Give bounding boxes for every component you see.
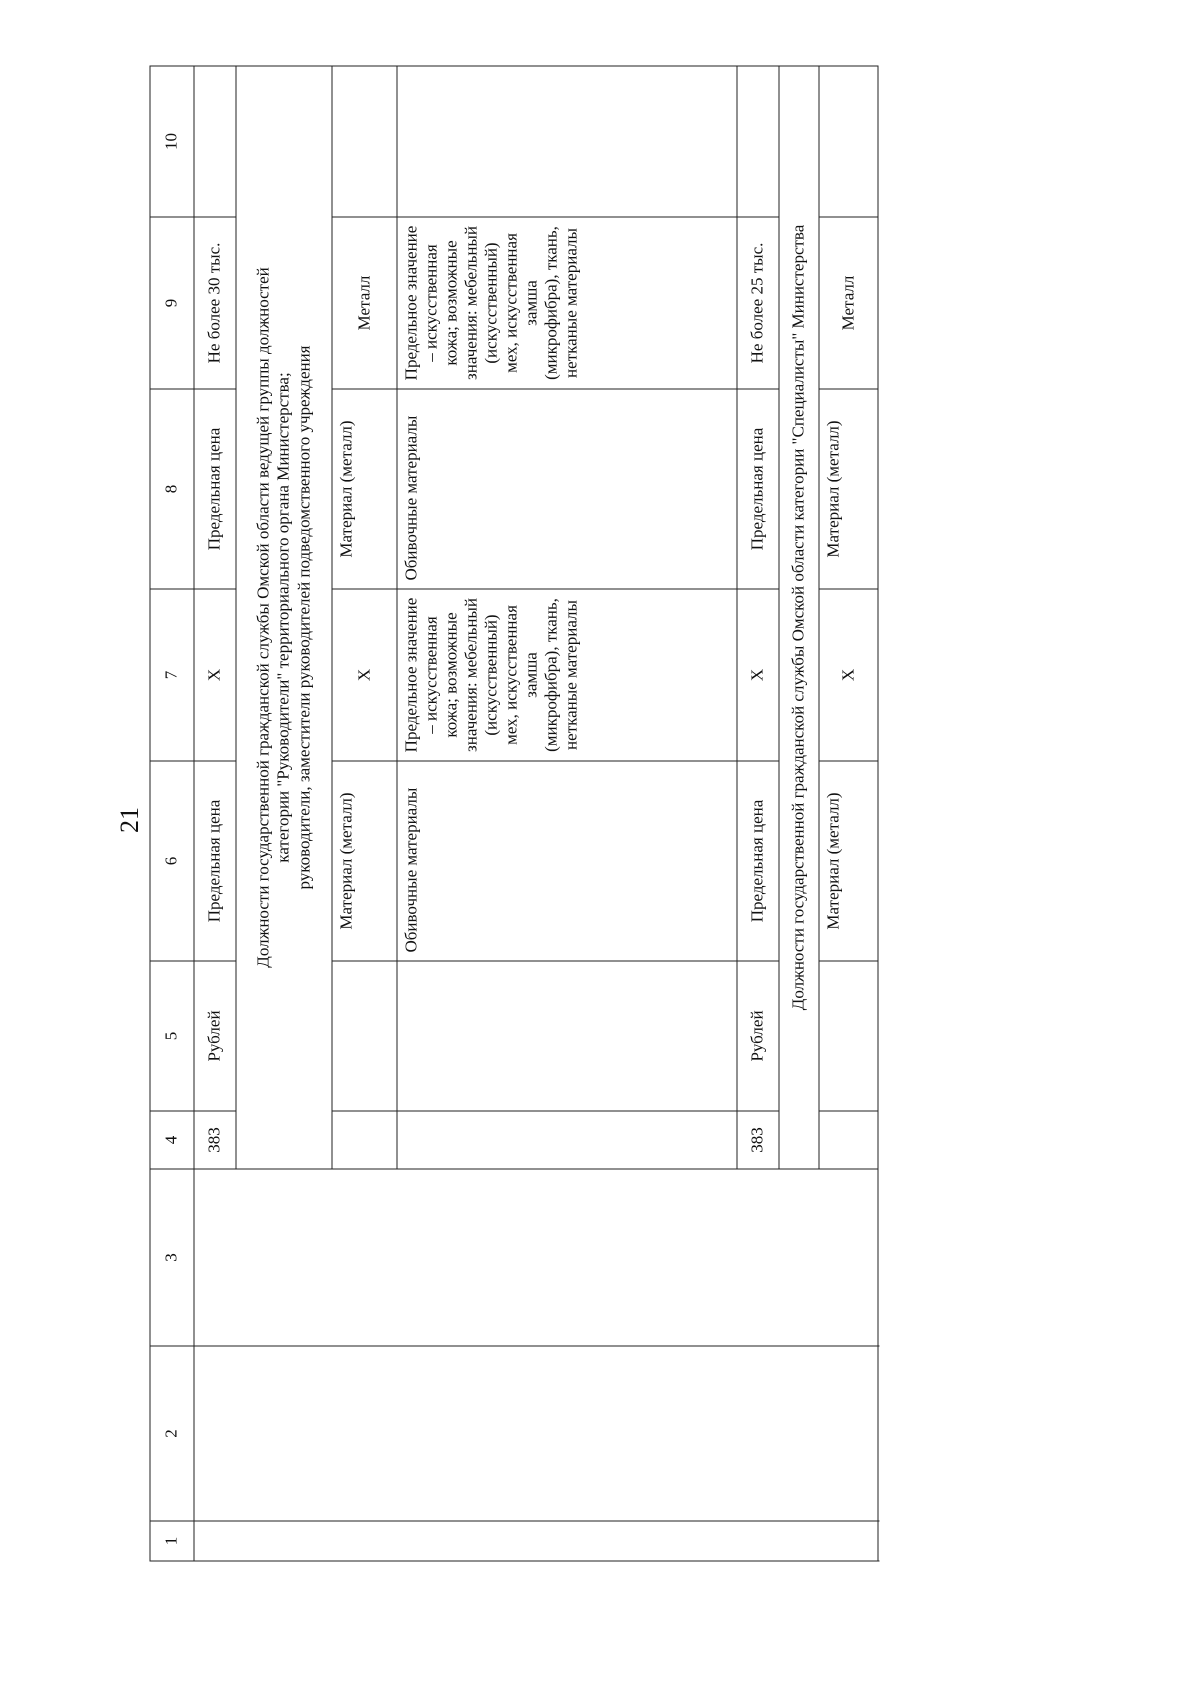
cell-value: Не более 30 тыс. xyxy=(194,217,236,389)
cell-characteristic: Материал (металл) xyxy=(332,761,397,961)
cell-value: Х xyxy=(819,589,878,761)
section-header-specialists: Должности государственной гражданской службы Омской области категории "Специалисты" Министерства xyxy=(779,66,819,1169)
cell-col10 xyxy=(194,66,236,217)
cell-col1 xyxy=(194,1521,878,1561)
cell-characteristic: Предельная цена xyxy=(194,761,236,961)
header-cell-3: 3 xyxy=(150,1169,194,1346)
cell-value: Металл xyxy=(332,217,397,389)
cell-unit xyxy=(332,961,397,1111)
cell-value: Х xyxy=(737,589,779,761)
header-cell-6: 6 xyxy=(150,761,194,961)
cell-col2 xyxy=(194,1346,878,1521)
header-cell-8: 8 xyxy=(150,389,194,589)
cell-code: 383 xyxy=(194,1111,236,1169)
cell-characteristic: Материал (металл) xyxy=(819,389,878,589)
header-row xyxy=(150,66,194,1561)
cell-unit: Рублей xyxy=(194,961,236,1111)
cell-characteristic: Предельная цена xyxy=(737,761,779,961)
section-line: категории "Руководители" территориального органа Министерства; xyxy=(273,372,293,863)
header-cell-5: 5 xyxy=(150,961,194,1111)
cell-characteristic: Предельная цена xyxy=(737,389,779,589)
section-line: Должности государственной гражданской службы Омской области ведущей группы должностей xyxy=(253,267,273,968)
cell-characteristic: Материал (металл) xyxy=(332,389,397,589)
cell-value: Не более 25 тыс. xyxy=(737,217,779,389)
header-cell-2: 2 xyxy=(150,1346,194,1521)
cell-value: Х xyxy=(194,589,236,761)
header-cell-4: 4 xyxy=(150,1111,194,1169)
cell-code xyxy=(819,1111,878,1169)
cell-code xyxy=(332,1111,397,1169)
cell-characteristic: Материал (металл) xyxy=(819,761,878,961)
cell-characteristic: Предельная цена xyxy=(194,389,236,589)
cell-col10 xyxy=(819,66,878,217)
cell-characteristic: Обивочные материалы xyxy=(397,389,737,589)
cell-unit xyxy=(397,961,737,1111)
cell-code xyxy=(397,1111,737,1169)
cell-characteristic: Обивочные материалы xyxy=(397,761,737,961)
cell-value: Х xyxy=(332,589,397,761)
section-line: руководители, заместители руководителей подведомственного учреждения xyxy=(294,345,314,890)
cell-col10 xyxy=(397,66,737,217)
header-cell-9: 9 xyxy=(150,217,194,389)
cell-value: Металл xyxy=(819,217,878,389)
header-cell-7: 7 xyxy=(150,589,194,761)
page-number: 21 xyxy=(115,807,144,833)
rotated-table-wrapper xyxy=(150,67,878,1562)
table-row xyxy=(194,66,236,1561)
cell-unit xyxy=(819,961,878,1111)
cell-code: 383 xyxy=(737,1111,779,1169)
header-cell-1: 1 xyxy=(150,1521,194,1561)
cell-col3 xyxy=(194,1169,878,1346)
cell-col10 xyxy=(332,66,397,217)
header-cell-10: 10 xyxy=(150,66,194,217)
section-header-leaders xyxy=(236,66,332,1169)
cell-value: Предельное значение – искусственная кожа; возможные значения: мебельный (искусственный) мех, искусственная замша (микрофибра), ткань, нетканые материалы xyxy=(397,589,737,761)
specification-table xyxy=(150,66,879,1562)
cell-unit: Рублей xyxy=(737,961,779,1111)
cell-col10 xyxy=(737,66,779,217)
cell-value: Предельное значение – искусственная кожа; возможные значения: мебельный (искусственный) мех, искусственная замша (микрофибра), ткань, нетканые материалы xyxy=(397,217,737,389)
